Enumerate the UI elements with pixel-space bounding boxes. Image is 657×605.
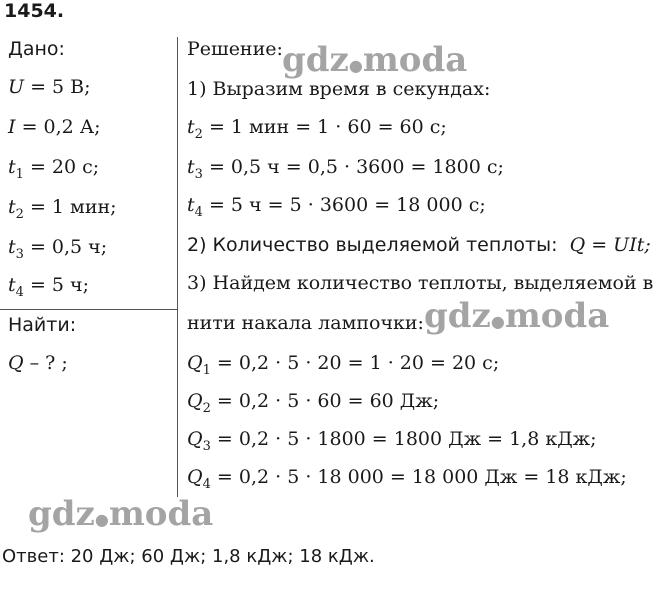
wm-bot-end: moda: [108, 494, 214, 534]
sol-calc-q1: = 0,2 · 5 · 20 = 1 · 20 = 20 с;: [216, 352, 500, 374]
var-t2: t: [8, 196, 16, 218]
sol-var-q4: Q: [187, 466, 203, 488]
wm-top-main: gdz: [282, 40, 349, 80]
solution-t2: [187, 116, 447, 142]
solution-q3: [187, 428, 597, 454]
watermark-middle: [424, 296, 609, 336]
given-i: [8, 116, 101, 138]
sub-q3: 3: [202, 438, 211, 454]
sol-var-t2: t: [187, 116, 195, 138]
value-u: = 5 В;: [30, 76, 91, 98]
sol-var-q3: Q: [187, 428, 203, 450]
step2-text: 2) Количество выделяемой теплоты:: [187, 234, 558, 256]
sub-q1: 1: [202, 362, 211, 378]
wm-mid-dot: ●: [490, 312, 505, 331]
sol-var-q2: Q: [187, 390, 203, 412]
solution-step2: [187, 234, 651, 256]
answer-line: Ответ: 20 Дж; 60 Дж; 1,8 кДж; 18 кДж.: [2, 546, 375, 567]
sub-t4: 4: [15, 284, 24, 300]
sol-sub-t3: 3: [194, 166, 203, 182]
sub-q4: 4: [202, 476, 211, 492]
sol-calc-q3: = 0,2 · 5 · 1800 = 1800 Дж = 1,8 кДж;: [216, 428, 597, 450]
given-t1: [8, 156, 99, 182]
wm-mid-end: moda: [504, 296, 610, 336]
wm-bot-main: gdz: [28, 494, 95, 534]
wm-mid-main: gdz: [424, 296, 491, 336]
sol-sub-t4: 4: [194, 204, 203, 220]
vertical-divider: [177, 37, 178, 497]
solution-q1: [187, 352, 499, 378]
solution-step3-line2: нити накала лампочки:: [187, 312, 424, 334]
sol-sub-t2: 2: [194, 126, 203, 142]
watermark-bottom: [28, 494, 213, 534]
var-i: I: [8, 116, 16, 138]
sol-var-t3: t: [187, 156, 195, 178]
sub-t2: 2: [15, 206, 24, 222]
problem-number: 1454.: [4, 0, 65, 22]
sol-calc-q4: = 0,2 · 5 · 18 000 = 18 000 Дж = 18 кДж;: [216, 466, 627, 488]
given-label: Дано:: [8, 38, 65, 60]
solution-step1: 1) Выразим время в секундах:: [187, 78, 491, 100]
value-t4: = 5 ч;: [29, 274, 90, 296]
sol-var-q1: Q: [187, 352, 203, 374]
var-t3: t: [8, 236, 16, 258]
sol-calc-q2: = 0,2 · 5 · 60 = 60 Дж;: [216, 390, 440, 412]
given-u: [8, 76, 91, 98]
solution-t3: [187, 156, 504, 182]
solution-t4: [187, 194, 486, 220]
given-t3: [8, 236, 107, 262]
wm-top-dot: ●: [348, 56, 363, 75]
solution-label: Решение:: [187, 38, 283, 60]
formula-q: Q: [569, 234, 586, 256]
value-find-q: – ? ;: [29, 352, 68, 374]
var-u: U: [8, 76, 25, 98]
sub-q2: 2: [202, 400, 211, 416]
find-q: [8, 352, 68, 374]
formula-rhs: = UIt;: [591, 234, 651, 256]
var-q: Q: [8, 352, 24, 374]
given-t4: [8, 274, 89, 300]
wm-bot-dot: ●: [94, 510, 109, 529]
watermark-top: [282, 40, 467, 80]
value-t2: = 1 мин;: [29, 196, 117, 218]
sol-calc-t4: = 5 ч = 5 · 3600 = 18 000 с;: [208, 194, 486, 216]
value-t3: = 0,5 ч;: [29, 236, 108, 258]
var-t4: t: [8, 274, 16, 296]
sub-t1: 1: [15, 166, 24, 182]
find-label: Найти:: [8, 314, 77, 336]
value-t1: = 20 с;: [29, 156, 100, 178]
solution-q2: [187, 390, 439, 416]
solution-step3-line1: 3) Найдем количество теплоты, выделяемой в: [187, 272, 654, 294]
sol-calc-t2: = 1 мин = 1 · 60 = 60 с;: [208, 116, 447, 138]
horizontal-divider: [0, 309, 177, 310]
sol-calc-t3: = 0,5 ч = 0,5 · 3600 = 1800 с;: [208, 156, 504, 178]
sub-t3: 3: [15, 246, 24, 262]
solution-q4: [187, 466, 627, 492]
wm-top-end: moda: [362, 40, 468, 80]
var-t1: t: [8, 156, 16, 178]
value-i: = 0,2 А;: [21, 116, 101, 138]
sol-var-t4: t: [187, 194, 195, 216]
given-t2: [8, 196, 117, 222]
